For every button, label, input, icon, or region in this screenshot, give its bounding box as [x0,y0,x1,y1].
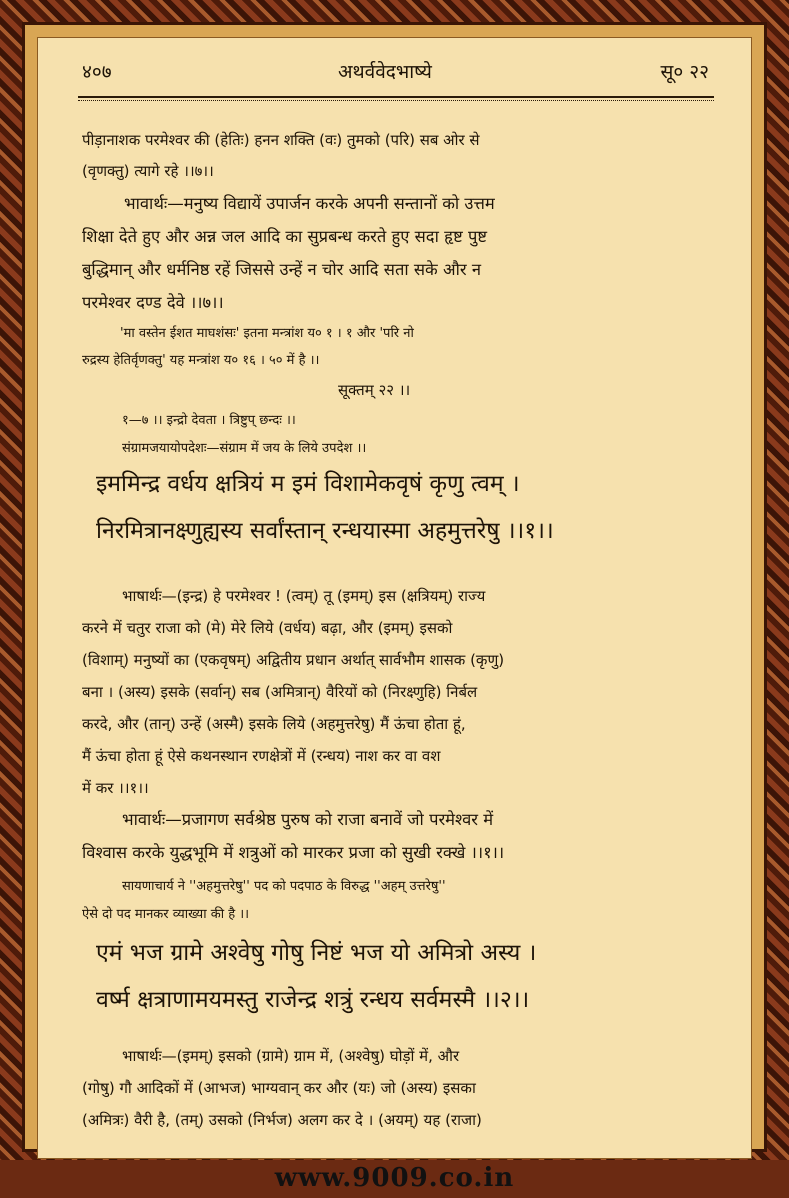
verse-line: एमं भज ग्रामे अश्वेषु गोषु निष्टं भज यो अमित्रो अस्य । [96,940,537,966]
bhavartha-line: भावार्थः—प्रजागण सर्वश्रेष्ठ पुरुष को राजा बनावें जो परमेश्वर में [122,810,494,829]
bhavartha-line: शिक्षा देते हुए और अन्न जल आदि का सुप्रबन्ध करते हुए सदा हृष्ट पुष्ट [82,227,488,246]
devata-line: १—७ ।। इन्द्रो देवता । त्रिष्टुप् छन्दः ।। [122,413,296,428]
verse-line: वर्ष्म क्षत्राणामयमस्तु राजेन्द्र शत्रुं रन्धय सर्वमस्मै ।।२।। [96,987,530,1013]
bhashartha-line: करदे, और (तान्) उन्हें (अस्मै) इसके लिये (अहमुत्तरेषु) मैं ऊंचा होता हूं, [82,715,466,733]
note-line: रुद्रस्य हेतिर्वृणक्तु' यह मन्त्रांश य० १६ । ५० में है ।। [82,353,320,368]
upadesha-line: संग्रामजयायोपदेशः—संग्राम में जय के लिये उपदेश ।। [122,441,367,456]
note-line: 'मा वस्तेन ईशत माघशंसः' इतना मन्त्रांश य० १ । १ और 'परि नो [120,326,414,341]
bhavartha-line: भावार्थः—मनुष्य विद्यायें उपार्जन करके अपनी सन्तानों को उत्तम [124,194,495,213]
bhavartha-line: परमेश्वर दण्ड देवे ।।७।। [82,293,224,312]
sukta-heading: सूक्तम् २२ ।। [338,381,411,399]
page-header [38,58,753,92]
website-url: www.9009.co.in [274,1163,515,1193]
verse-line: इममिन्द्र वर्धय क्षत्रियं म इमं विशामेकवृषं कृणु त्वम् । [96,471,520,497]
book-title: अथर्ववेदभाष्ये [338,61,432,83]
verse-line: निरमित्रानक्ष्णुह्यस्य सर्वांस्तान् रन्धयास्मा अहमुत्तरेषु ।।१।। [96,518,554,544]
note-line: ऐसे दो पद मानकर व्याख्या की है ।। [82,907,250,922]
note-line: सायणाचार्य ने ''अहमुत्तरेषु'' पद को पदपाठ के विरुद्ध ''अहम् उत्तरेषु'' [122,879,446,894]
bhashartha-line: मैं ऊंचा होता हूं ऐसे कथनस्थान रणक्षेत्रों में (रन्धय) नाश कर वा वश [82,747,441,765]
text-line: पीड़ानाशक परमेश्वर की (हेतिः) हनन शक्ति (वः) तुमको (परि) सब ओर से [82,131,480,149]
text-line: (वृणक्तु) त्यागे रहे ।।७।। [82,162,214,180]
sukta-number: सू० २२ [660,61,709,83]
book-page [37,37,752,1159]
bhashartha-line: भाषार्थः—(इन्द्र) हे परमेश्वर ! (त्वम्) तू (इमम्) इस (क्षत्रियम्) राज्य [122,587,486,605]
bhashartha-line: (विशाम्) मनुष्यों का (एकवृषम्) अद्वितीय प्रधान अर्थात् सार्वभौम शासक (कृणु) [82,651,505,669]
bhavartha-line: बुद्धिमान् और धर्मनिष्ठ रहें जिससे उन्हें न चोर आदि सता सके और न [82,260,481,279]
header-rule [78,96,714,98]
header-rule-dotted [78,100,714,101]
page-number: ४०७ [82,61,112,83]
bhavartha-line: विश्वास करके युद्धभूमि में शत्रुओं को मारकर प्रजा को सुखी रक्खे ।।१।। [82,843,505,862]
bhashartha-line: बना । (अस्य) इसके (सर्वान्) सब (अमित्रान्) वैरियों को (निरक्ष्णुहि) निर्बल [82,683,478,701]
bhashartha-line: करने में चतुर राजा को (मे) मेरे लिये (वर्धय) बढ़ा, और (इमम्) इसको [82,619,453,637]
bhashartha-line: (गोषु) गौ आदिकों में (आभज) भाग्यवान् कर और (यः) जो (अस्य) इसका [82,1079,476,1097]
bhashartha-line: (अमित्रः) वैरी है, (तम्) उसको (निर्भज) अलग कर दे । (अयम्) यह (राजा) [82,1111,482,1129]
bhashartha-line: भाषार्थः—(इमम्) इसको (ग्रामे) ग्राम में, (अश्वेषु) घोड़ों में, और [122,1047,460,1065]
bhashartha-line: में कर ।।१।। [82,779,149,797]
